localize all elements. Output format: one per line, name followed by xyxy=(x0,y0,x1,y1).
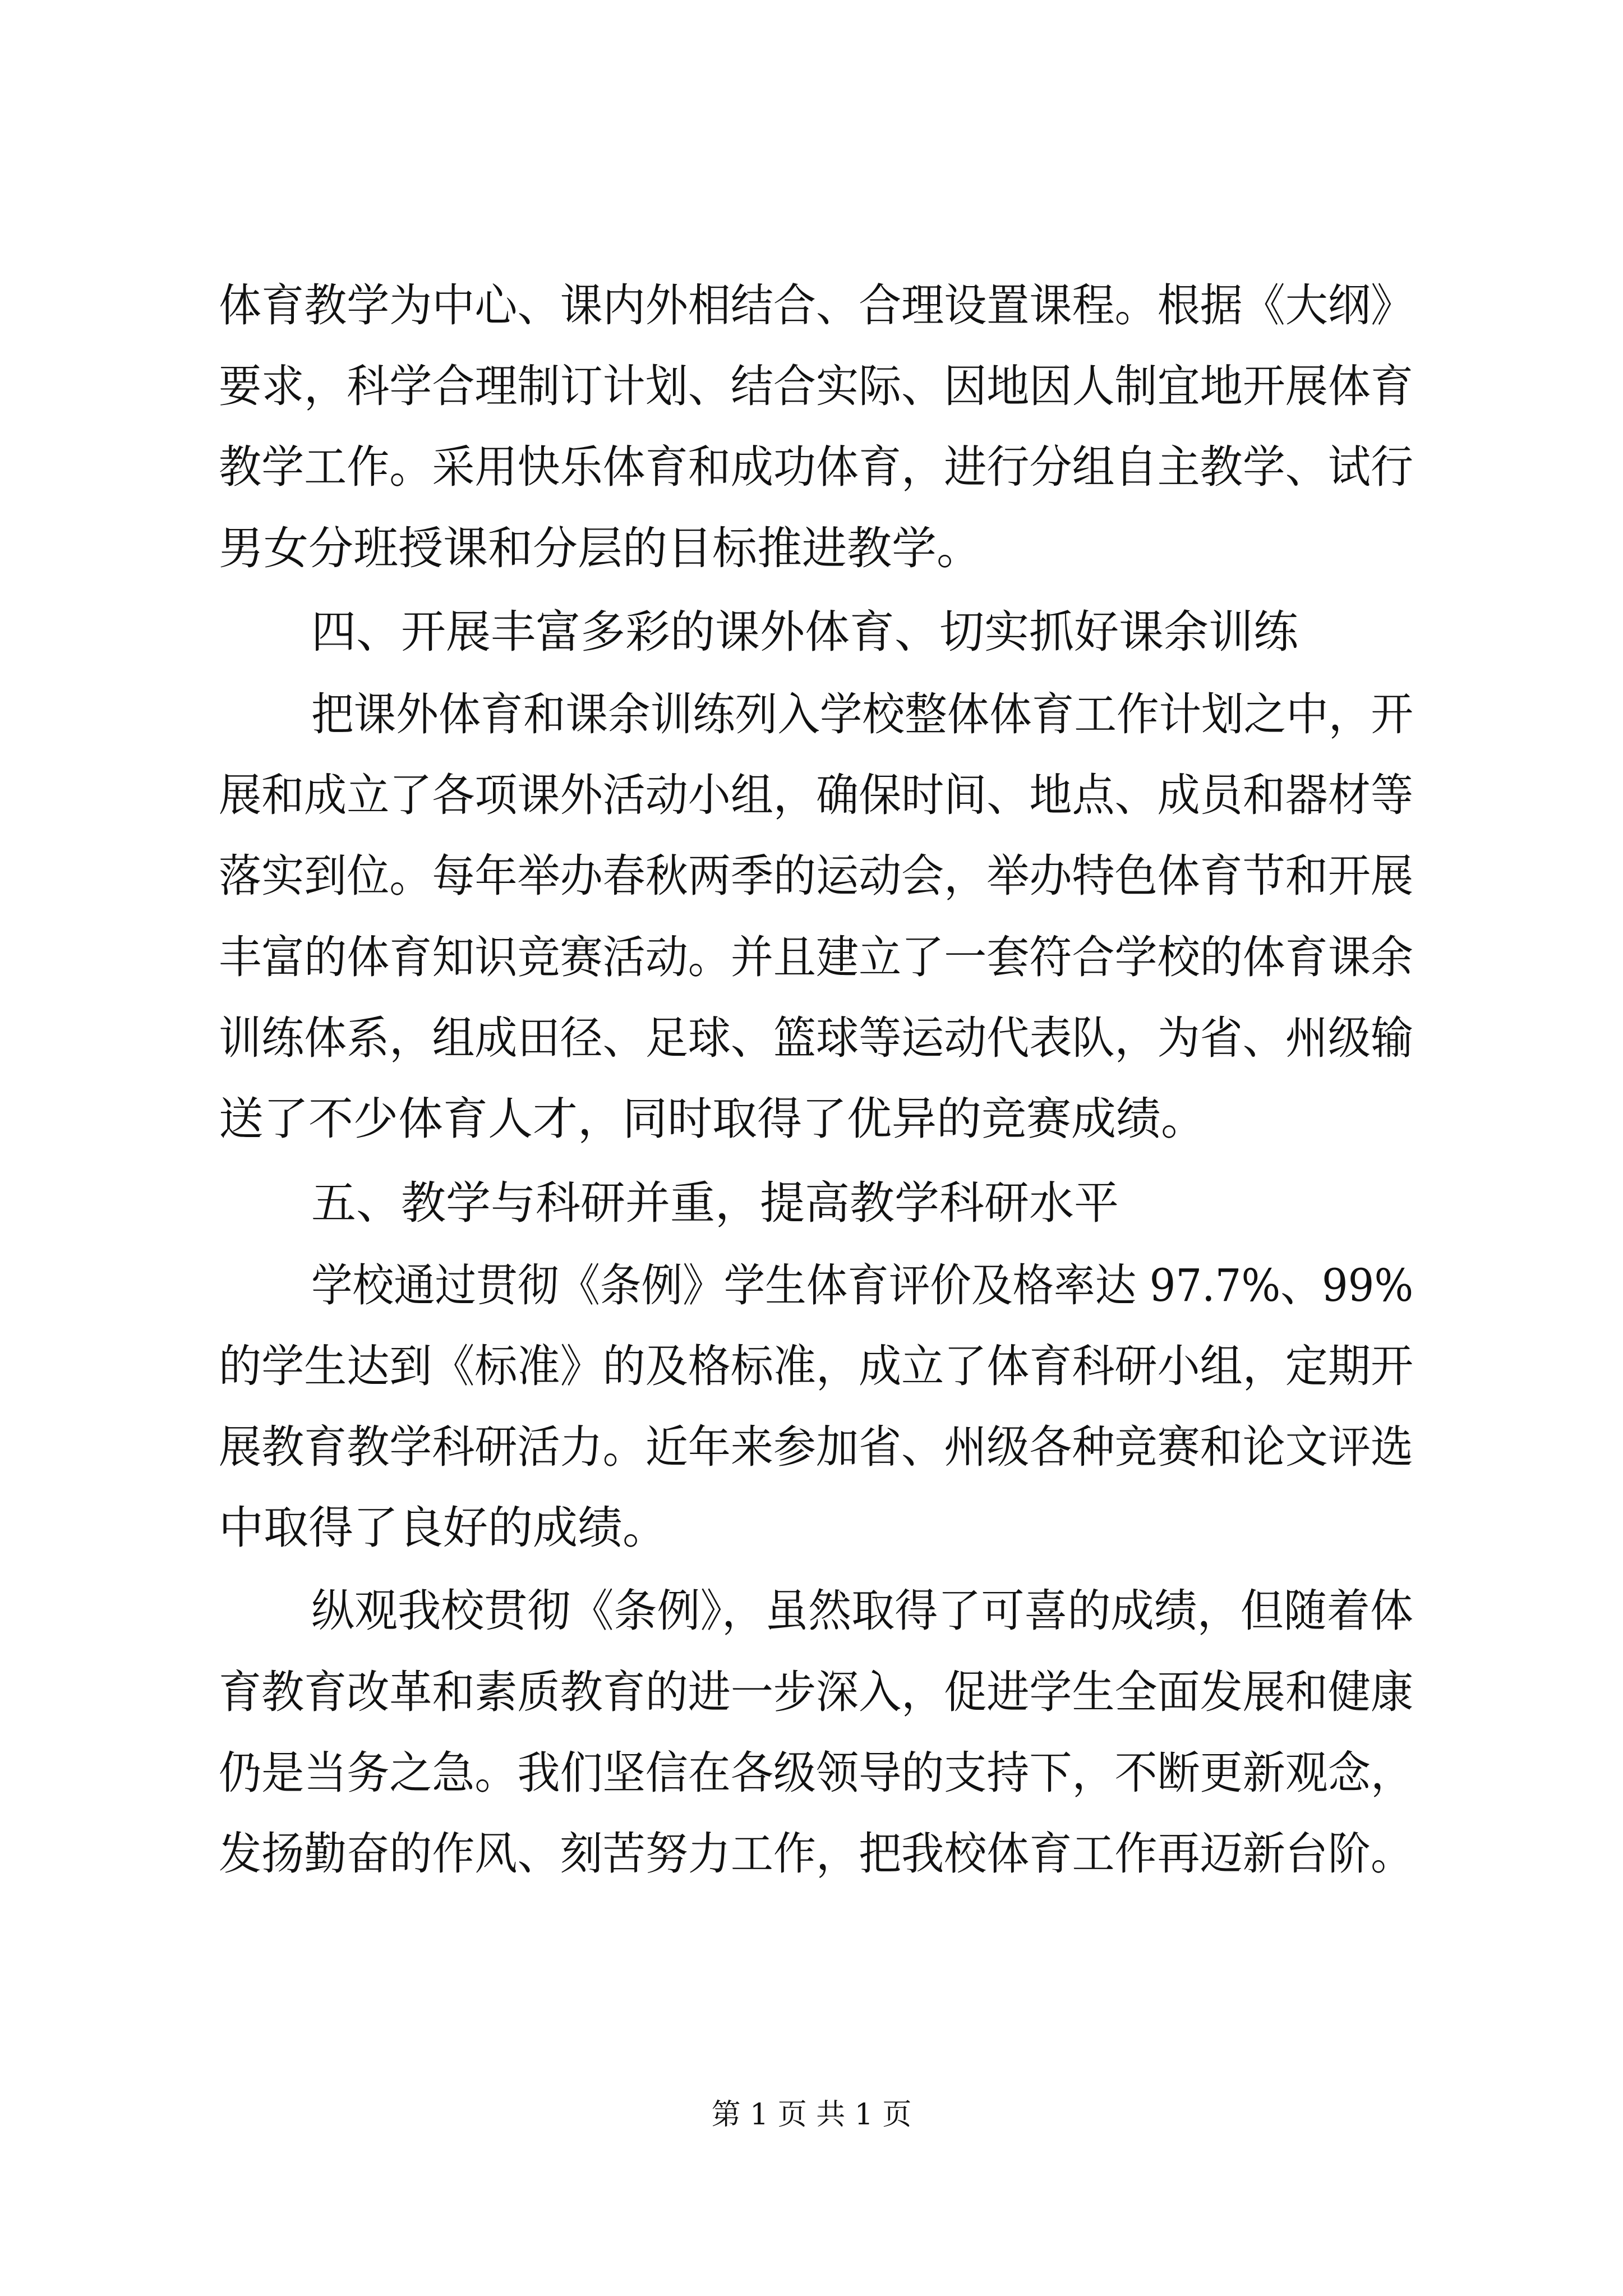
body-line-4: 男女分班授课和分层的目标推进教学。 xyxy=(219,522,981,574)
section-heading-5: 五、教学与科研并重，提高教学科研水平 xyxy=(311,1177,1119,1229)
body-line-3: 教学工作。采用快乐体育和成功体育，进行分组自主教学、试行 xyxy=(219,441,1414,493)
body-line-20: 发扬勤奋的作风、刻苦努力工作，把我校体育工作再迈新台阶。 xyxy=(219,1828,1414,1880)
body-line-10: 训练体系，组成田径、足球、篮球等运动代表队，为省、州级输 xyxy=(219,1012,1414,1064)
body-line-17: 纵观我校贯彻《条例》，虽然取得了可喜的成绩，但随着体 xyxy=(311,1585,1413,1637)
body-line-6: 把课外体育和课余训练列入学校整体体育工作计划之中，开 xyxy=(311,688,1413,740)
body-line-19: 仍是当务之急。我们坚信在各级领导的支持下，不断更新观念， xyxy=(219,1747,1414,1799)
body-line-15: 展教育教学科研活力。近年来参加省、州级各种竞赛和论文评选 xyxy=(219,1421,1414,1473)
body-line-7: 展和成立了各项课外活动小组，确保时间、地点、成员和器材等 xyxy=(219,769,1414,821)
page-footer: 第 1 页 共 1 页 xyxy=(711,2098,912,2132)
body-line-16: 中取得了良好的成绩。 xyxy=(219,1502,667,1554)
section-heading-4: 四、开展丰富多彩的课外体育、切实抓好课余训练 xyxy=(311,606,1298,658)
body-line-13: 学校通过贯彻《条例》学生体育评价及格率达 97.7%、99% xyxy=(311,1259,1414,1312)
body-line-1: 体育教学为中心、课内外相结合、合理设置课程。根据《大纲》 xyxy=(219,279,1414,332)
body-line-14: 的学生达到《标准》的及格标准，成立了体育科研小组，定期开 xyxy=(219,1340,1414,1392)
body-line-18: 育教育改革和素质教育的进一步深入，促进学生全面发展和健康 xyxy=(219,1666,1414,1718)
body-line-2: 要求，科学合理制订计划、结合实际、因地因人制宜地开展体育 xyxy=(219,360,1414,412)
body-line-9: 丰富的体育知识竞赛活动。并且建立了一套符合学校的体育课余 xyxy=(219,931,1414,983)
body-line-11: 送了不少体育人才，同时取得了优异的竞赛成绩。 xyxy=(219,1093,1206,1145)
body-line-8: 落实到位。每年举办春秋两季的运动会，举办特色体育节和开展 xyxy=(219,850,1414,902)
